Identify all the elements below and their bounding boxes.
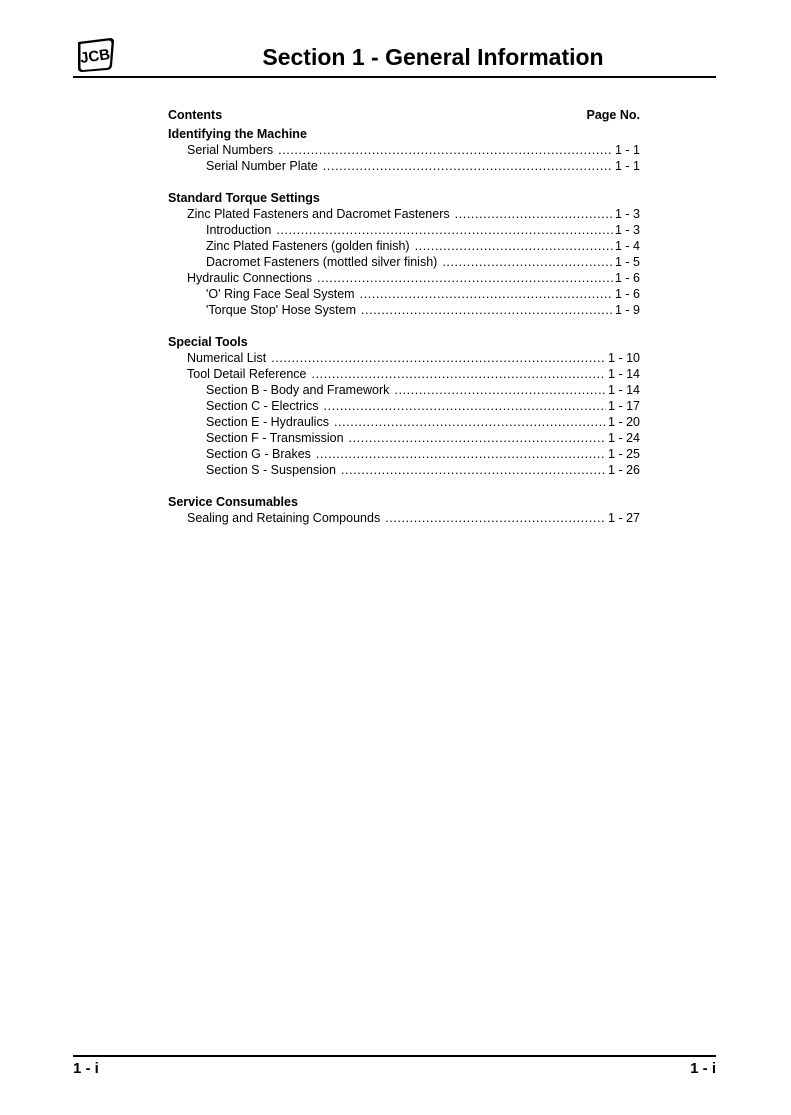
dot-leader [324,398,607,414]
toc-entry-page: 1 - 1 [614,159,640,173]
toc-entry-label: Serial Number Plate [206,159,318,173]
toc-entry-page: 1 - 10 [608,351,640,365]
toc-entry[interactable] [168,302,640,318]
toc-entry-page: 1 - 20 [608,415,640,429]
toc-entry[interactable] [168,446,640,462]
page-no-label: Page No. [586,108,640,122]
toc-entry-page: 1 - 26 [608,463,640,477]
table-of-contents [168,107,640,542]
toc-entry-page: 1 - 25 [608,447,640,461]
toc-entry[interactable] [168,142,640,158]
dot-leader [455,206,613,222]
dot-leader [442,254,613,270]
header-rule [73,76,716,78]
toc-entry-label: 'Torque Stop' Hose System [206,303,356,317]
dot-leader [323,158,613,174]
toc-entry[interactable] [168,366,640,382]
toc-entry[interactable] [168,158,640,174]
toc-entry[interactable] [168,414,640,430]
dot-leader [316,446,606,462]
toc-entry-label: Tool Detail Reference [187,367,307,381]
toc-entry[interactable] [168,286,640,302]
dot-leader [360,286,613,302]
dot-leader [271,350,606,366]
toc-entry[interactable] [168,462,640,478]
toc-entry[interactable] [168,350,640,366]
dot-leader [278,142,613,158]
toc-header [168,107,640,123]
dot-leader [415,238,613,254]
toc-section-title: Identifying the Machine [168,127,307,141]
dot-leader [334,414,606,430]
toc-entry-label: Hydraulic Connections [187,271,313,285]
page-number-right: 1 - i [690,1060,716,1077]
dot-leader [312,366,607,382]
footer-rule [73,1055,716,1057]
toc-entry-page: 1 - 1 [614,143,640,157]
toc-entry[interactable] [168,430,640,446]
toc-entry-page: 1 - 6 [614,271,640,285]
toc-entry-label: Introduction [206,223,272,237]
toc-section [168,126,640,174]
toc-section [168,190,640,318]
toc-entry-page: 1 - 14 [608,383,640,397]
toc-entry[interactable] [168,206,640,222]
dot-leader [349,430,606,446]
toc-entry-label: Section F - Transmission [206,431,344,445]
toc-entry-label: Sealing and Retaining Compounds [187,511,381,525]
toc-section-title: Standard Torque Settings [168,191,320,205]
page-number-left: 1 - i [73,1060,99,1077]
toc-entry-page: 1 - 3 [614,207,640,221]
toc-entry[interactable] [168,238,640,254]
toc-entry-page: 1 - 5 [614,255,640,269]
dot-leader [341,462,606,478]
dot-leader [317,270,613,286]
toc-entry[interactable] [168,222,640,238]
toc-entry-page: 1 - 24 [608,431,640,445]
page-title: Section 1 - General Information [262,44,604,70]
toc-entry[interactable] [168,254,640,270]
dot-leader [276,222,613,238]
toc-entry-page: 1 - 4 [614,239,640,253]
toc-section [168,334,640,478]
contents-label: Contents [168,108,223,122]
toc-entry[interactable] [168,510,640,526]
toc-entry-page: 1 - 14 [608,367,640,381]
toc-entry-page: 1 - 17 [608,399,640,413]
toc-entry-page: 1 - 6 [614,287,640,301]
toc-entry-label: Section C - Electrics [206,399,319,413]
dot-leader [385,510,606,526]
svg-text:JCB: JCB [79,45,112,68]
dot-leader [361,302,613,318]
toc-section-title: Service Consumables [168,495,298,509]
toc-entry-label: Zinc Plated Fasteners and Dacromet Fasteners [187,207,450,221]
toc-entry[interactable] [168,270,640,286]
toc-entry[interactable] [168,382,640,398]
toc-sections [168,126,640,526]
toc-entry-label: Section G - Brakes [206,447,311,461]
toc-entry-label: Dacromet Fasteners (mottled silver finish) [206,255,438,269]
toc-entry-page: 1 - 9 [614,303,640,317]
toc-entry-label: Section S - Suspension [206,463,336,477]
toc-entry-label: Numerical List [187,351,267,365]
toc-entry-page: 1 - 27 [608,511,640,525]
dot-leader [394,382,606,398]
jcb-logo [74,36,116,74]
toc-entry[interactable] [168,398,640,414]
toc-entry-label: Section E - Hydraulics [206,415,329,429]
toc-entry-label: Zinc Plated Fasteners (golden finish) [206,239,410,253]
toc-entry-label: 'O' Ring Face Seal System [206,287,355,301]
toc-entry-label: Section B - Body and Framework [206,383,390,397]
toc-section-title: Special Tools [168,335,248,349]
toc-entry-label: Serial Numbers [187,143,274,157]
toc-entry-page: 1 - 3 [614,223,640,237]
toc-section [168,494,640,526]
